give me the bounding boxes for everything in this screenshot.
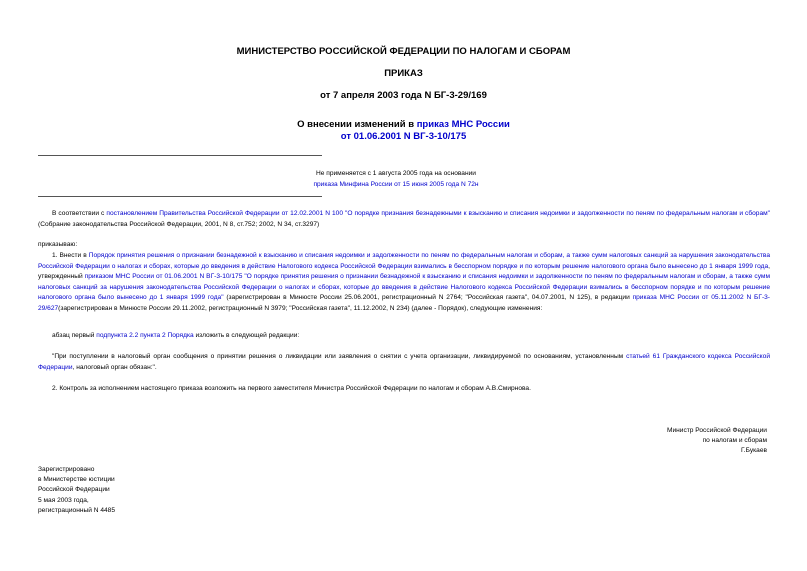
registration-date: 5 мая 2003 года,: [38, 497, 89, 504]
mns-order-2002-link[interactable]: приказа МНС России от 05.11.2002 N БГ-3-29/627: [38, 294, 771, 312]
registration-number: регистрационный N 4485: [38, 507, 116, 514]
registration-line: Российской Федерации: [38, 486, 110, 493]
order-subject-line2: [0, 131, 807, 142]
quote-paragraph: [38, 352, 770, 373]
quote-prefix: "При поступлении в налоговый орган сообщения о принятии решения о ликвидации или заявления о снятии с учета организации, ликвидируемой по основаниям, установленным: [52, 353, 627, 360]
item-2-paragraph: 2. Контроль за исполнением настоящего приказа возложить на первого заместителя Министра Российской Федерации по налогам и сборам А.В.Смирнова.: [52, 385, 531, 392]
government-decree-link[interactable]: постановлением Правительства Российской Федерации от 12.02.2001 N 100 "О порядке признания безнадежными к взысканию и списания недоимки и задолженности по пеням по федеральным налогам и сборам": [106, 210, 771, 217]
mns-order-link[interactable]: приказом МНС России от 01.06.2001 N ВГ-3-10/175 "О порядке принятия решения о признании безнадежной к взысканию и списания недоимки и задолженности по пеням по федеральным налогам и сборам, а также сумм налоговых санкций за нарушения законодательства Российской Федерации о налогах и сборах, которые до введения в действие Налогового кодекса Российской Федерации взимались в бесспорном порядке и по которым решение налогового органа было вынесено до 1 января 1999 года": [38, 273, 770, 301]
item1-mid1: , утвержденный: [38, 262, 770, 280]
divider-bottom: [38, 196, 322, 197]
item-1-paragraph: [38, 251, 770, 314]
signature-name: Г.Букаев: [741, 447, 767, 454]
item1-mid2: (зарегистрирован в Минюсте России 25.06.2001, регистрационный N 2764; "Российская газета", 04.07.2001, N 125), в редакции: [223, 294, 633, 301]
validity-note: Не применяется с 1 августа 2005 года на основании: [315, 170, 476, 177]
subject-link[interactable]: приказ МНС России: [416, 119, 510, 130]
orders-text: приказываю:: [38, 241, 78, 248]
basis-suffix: (Собрание законодательства Российской Федерации, 2001, N 8, ст.752; 2002, N 34, ст.3297): [38, 220, 320, 228]
order-title: ПРИКАЗ: [384, 68, 423, 79]
validity-note-link-line: [300, 181, 492, 188]
quote-suffix: , налоговый орган обязан:".: [72, 363, 157, 371]
civil-code-link[interactable]: статьей 61 Гражданского кодекса Российской Федерации: [38, 353, 770, 371]
subject-text: О внесении изменений в: [297, 119, 417, 130]
procedure-link[interactable]: Порядок принятия решения о признании безнадежной к взысканию и списания недоимки и задолженности по пеням по федеральным налогам и сборам, а также сумм налоговых санкций за нарушения законодательства Российской Федерации о налогах и сборах, которые до введения в действие Налогового кодекса Российской Федерации взимались в бесспорном порядке и по которым решение налогового органа было вынесено до 1 января 1999 года: [38, 252, 770, 270]
abzac-prefix: абзац первый: [52, 332, 97, 339]
subpoint-link[interactable]: подпункта 2.2 пункта 2 Порядка: [96, 332, 194, 339]
order-subject: [0, 119, 807, 130]
abzac-suffix: изложить в следующей редакции:: [193, 332, 300, 339]
ministry-heading: МИНИСТЕРСТВО РОССИЙСКОЙ ФЕДЕРАЦИИ ПО НАЛОГАМ И СБОРАМ: [236, 46, 571, 57]
subject-link-line2[interactable]: от 01.06.2001 N ВГ-3-10/175: [340, 131, 467, 142]
basis-prefix: В соответствии с: [52, 210, 107, 217]
item1-suffix: (зарегистрирован в Минюсте России 29.11.2002, регистрационный N 3979; "Российская газета", 11.12.2002, N 234) (далее - Порядок), следующие изменения:: [58, 304, 543, 312]
minfin-order-link[interactable]: приказа Минфина России от 15 июня 2005 года N 72н: [313, 181, 479, 188]
divider-top: [38, 155, 322, 156]
item1-prefix: 1. Внести в: [52, 252, 89, 259]
signature-position: Министр Российской Федерации: [666, 427, 767, 434]
order-date: от 7 апреля 2003 года N БГ-3-29/169: [320, 90, 487, 101]
signature-position-2: по налогам и сборам: [702, 437, 767, 444]
registration-line: в Министерстве юстиции: [38, 476, 115, 483]
abzac-paragraph: [52, 331, 299, 342]
basis-paragraph: [38, 209, 770, 230]
registration-line: Зарегистрировано: [38, 466, 95, 473]
